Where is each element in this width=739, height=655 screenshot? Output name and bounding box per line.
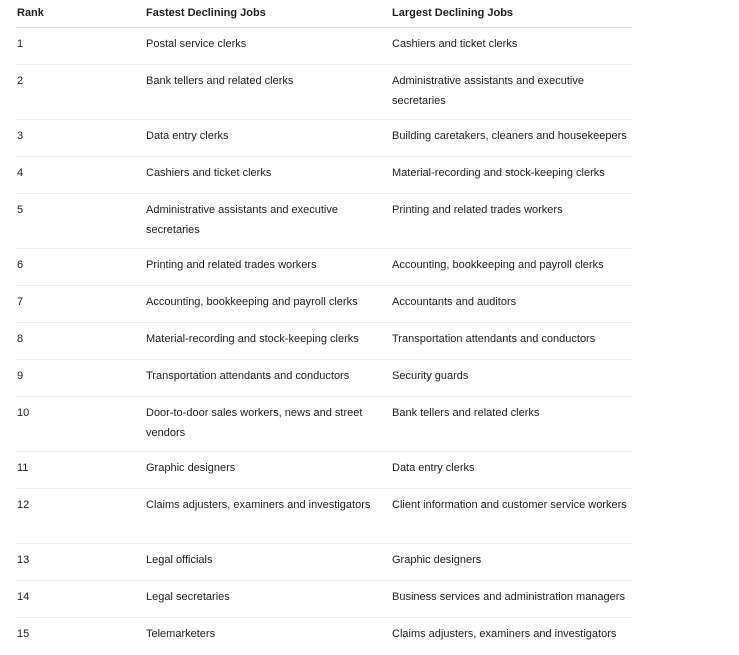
- fastest-cell: Postal service clerks: [146, 38, 247, 50]
- fastest-cell: Legal secretaries: [146, 591, 230, 603]
- table-row: [16, 452, 632, 489]
- header-fastest-declining: Fastest Declining Jobs: [146, 6, 266, 19]
- largest-cell: Bank tellers and related clerks: [392, 407, 540, 419]
- rank-cell: 12: [17, 499, 30, 511]
- table-row: [16, 618, 632, 655]
- rank-cell: 7: [17, 296, 24, 308]
- fastest-cell: Printing and related trades workers: [146, 259, 317, 271]
- largest-cell: Cashiers and ticket clerks: [392, 38, 518, 50]
- rank-cell: 4: [17, 167, 24, 179]
- rank-cell: 5: [17, 204, 24, 216]
- fastest-cell: Accounting, bookkeeping and payroll clerks: [146, 296, 358, 308]
- table-row: [16, 120, 632, 157]
- table-row: [16, 489, 632, 544]
- rank-cell: 13: [17, 554, 30, 566]
- table-row: [16, 397, 632, 452]
- table-row: [16, 544, 632, 581]
- largest-cell: Client information and customer service workers: [392, 499, 627, 511]
- largest-cell: Graphic designers: [392, 554, 482, 566]
- rank-cell: 6: [17, 259, 24, 271]
- rank-cell: 10: [17, 407, 30, 419]
- rank-cell: 3: [17, 130, 24, 142]
- header-rank: Rank: [17, 6, 44, 19]
- fastest-cell: Material-recording and stock-keeping clerks: [146, 333, 359, 345]
- table-row: [16, 65, 632, 120]
- table-row: [16, 249, 632, 286]
- largest-cell: Business services and administration managers: [392, 591, 625, 603]
- largest-cell: Transportation attendants and conductors: [392, 333, 596, 345]
- fastest-cell: Door-to-door sales workers, news and street vendors: [146, 407, 363, 439]
- table-row: [16, 360, 632, 397]
- table-row: [16, 323, 632, 360]
- largest-cell: Security guards: [392, 370, 469, 382]
- fastest-cell: Legal officials: [146, 554, 213, 566]
- table-row: [16, 581, 632, 618]
- largest-cell: Material-recording and stock-keeping clerks: [392, 167, 605, 179]
- table-row: [16, 286, 632, 323]
- table-header-row: [16, 0, 632, 28]
- fastest-cell: Bank tellers and related clerks: [146, 75, 294, 87]
- largest-cell: Printing and related trades workers: [392, 204, 563, 216]
- fastest-cell: Administrative assistants and executive secretaries: [146, 204, 338, 236]
- fastest-cell: Graphic designers: [146, 462, 236, 474]
- rank-cell: 14: [17, 591, 30, 603]
- largest-cell: Administrative assistants and executive secretaries: [392, 75, 584, 107]
- fastest-cell: Transportation attendants and conductors: [146, 370, 350, 382]
- fastest-cell: Claims adjusters, examiners and investigators: [146, 499, 371, 511]
- table-row: [16, 157, 632, 194]
- rank-cell: 1: [17, 38, 24, 50]
- declining-jobs-table: [16, 0, 632, 655]
- table-row: [16, 194, 632, 249]
- largest-cell: Accounting, bookkeeping and payroll clerks: [392, 259, 604, 271]
- fastest-cell: Cashiers and ticket clerks: [146, 167, 272, 179]
- largest-cell: Data entry clerks: [392, 462, 475, 474]
- rank-cell: 8: [17, 333, 24, 345]
- rank-cell: 9: [17, 370, 24, 382]
- fastest-cell: Data entry clerks: [146, 130, 229, 142]
- fastest-cell: Telemarketers: [146, 628, 216, 640]
- header-largest-declining: Largest Declining Jobs: [392, 6, 514, 19]
- rank-cell: 15: [17, 628, 30, 640]
- largest-cell: Claims adjusters, examiners and investigators: [392, 628, 617, 640]
- rank-cell: 2: [17, 75, 24, 87]
- rank-cell: 11: [17, 462, 29, 474]
- largest-cell: Building caretakers, cleaners and housekeepers: [392, 130, 627, 142]
- largest-cell: Accountants and auditors: [392, 296, 517, 308]
- table-row: [16, 28, 632, 65]
